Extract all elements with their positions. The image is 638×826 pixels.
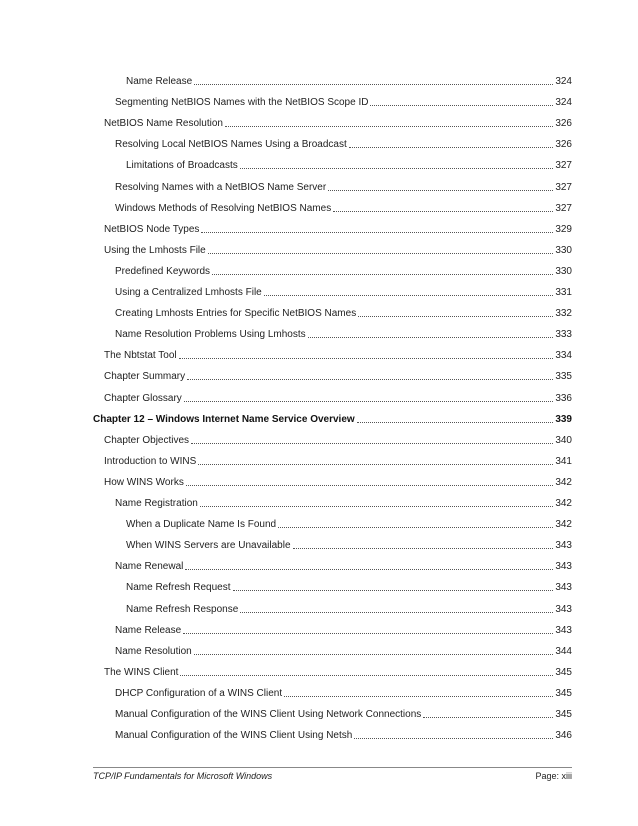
toc-entry-page: 327 bbox=[555, 203, 572, 214]
dot-leader bbox=[187, 379, 553, 380]
dot-leader bbox=[349, 147, 554, 148]
toc-entry[interactable] bbox=[115, 559, 572, 573]
dot-leader bbox=[208, 253, 554, 254]
toc-entry-page: 335 bbox=[555, 371, 572, 382]
toc-entry[interactable] bbox=[115, 327, 572, 341]
toc-entry-title: Resolving Names with a NetBIOS Name Server bbox=[115, 182, 327, 193]
toc-entry[interactable] bbox=[115, 285, 572, 299]
toc-entry-page: 342 bbox=[555, 477, 572, 488]
toc-entry-title: Limitations of Broadcasts bbox=[126, 160, 238, 171]
toc-entry[interactable] bbox=[104, 116, 572, 130]
toc-entry-page: 342 bbox=[555, 519, 572, 530]
toc-entry-title: Introduction to WINS bbox=[104, 456, 197, 467]
toc-entry[interactable] bbox=[126, 538, 572, 552]
dot-leader bbox=[201, 232, 553, 233]
toc-entry[interactable] bbox=[104, 243, 572, 257]
dot-leader bbox=[370, 105, 553, 106]
toc-entry-title: How WINS Works bbox=[104, 477, 184, 488]
toc-entry-title: Predefined Keywords bbox=[115, 266, 211, 277]
toc-entry[interactable] bbox=[126, 517, 572, 531]
toc-entry-title: Creating Lmhosts Entries for Specific NetBIOS Names bbox=[115, 308, 357, 319]
toc-entry-title: Name Refresh Request bbox=[126, 582, 231, 593]
dot-leader bbox=[333, 211, 553, 212]
toc-entry[interactable] bbox=[126, 602, 572, 616]
toc-entry-page: 340 bbox=[555, 435, 572, 446]
toc-entry[interactable] bbox=[104, 348, 572, 362]
toc-entry[interactable] bbox=[104, 665, 572, 679]
toc-entry-page: 343 bbox=[555, 625, 572, 636]
dot-leader bbox=[284, 696, 553, 697]
dot-leader bbox=[184, 401, 554, 402]
toc-entry-title: Name Release bbox=[115, 625, 182, 636]
toc-entry-title: Name Resolution Problems Using Lmhosts bbox=[115, 329, 306, 340]
dot-leader bbox=[233, 590, 554, 591]
toc-entry-page: 346 bbox=[555, 730, 572, 741]
toc-entry-title: NetBIOS Node Types bbox=[104, 224, 200, 235]
toc-entry[interactable] bbox=[115, 623, 572, 637]
toc-entry-page: 331 bbox=[555, 287, 572, 298]
dot-leader bbox=[212, 274, 553, 275]
toc-entry-title: Name Renewal bbox=[115, 561, 184, 572]
toc-entry-title: When WINS Servers are Unavailable bbox=[126, 540, 291, 551]
dot-leader bbox=[278, 527, 553, 528]
toc-entry[interactable] bbox=[115, 644, 572, 658]
toc-entry-page: 345 bbox=[555, 709, 572, 720]
toc-entry-page: 330 bbox=[555, 245, 572, 256]
dot-leader bbox=[328, 190, 553, 191]
dot-leader bbox=[240, 612, 553, 613]
toc-entry-page: 343 bbox=[555, 561, 572, 572]
toc-entry-page: 343 bbox=[555, 604, 572, 615]
toc-entry-title: Manual Configuration of the WINS Client Using Network Connections bbox=[115, 709, 422, 720]
toc-entry[interactable] bbox=[115, 137, 572, 151]
toc-entry-page: 336 bbox=[555, 393, 572, 404]
toc-entry[interactable] bbox=[104, 475, 572, 489]
toc-entry[interactable] bbox=[126, 74, 572, 88]
toc-entry-page: 333 bbox=[555, 329, 572, 340]
toc-entry-title: Manual Configuration of the WINS Client Using Netsh bbox=[115, 730, 353, 741]
dot-leader bbox=[186, 485, 553, 486]
toc-entry-page: 326 bbox=[555, 139, 572, 150]
dot-leader bbox=[194, 84, 553, 85]
toc-entry-page: 334 bbox=[555, 350, 572, 361]
toc-entry-title: When a Duplicate Name Is Found bbox=[126, 519, 277, 530]
dot-leader bbox=[354, 738, 553, 739]
toc-entry-page: 344 bbox=[555, 646, 572, 657]
toc-entry[interactable] bbox=[104, 222, 572, 236]
toc-entry[interactable] bbox=[104, 391, 572, 405]
toc-entry-page: 343 bbox=[555, 540, 572, 551]
footer-book-title: TCP/IP Fundamentals for Microsoft Windows bbox=[93, 771, 273, 781]
toc-entry-page: 326 bbox=[555, 118, 572, 129]
toc-entry[interactable] bbox=[93, 412, 572, 426]
footer-page-number: Page: xiii bbox=[535, 771, 572, 781]
toc-entry[interactable] bbox=[115, 201, 572, 215]
dot-leader bbox=[198, 464, 553, 465]
toc-entry[interactable] bbox=[115, 180, 572, 194]
toc-entry[interactable] bbox=[104, 433, 572, 447]
toc-entry-page: 330 bbox=[555, 266, 572, 277]
toc-entry[interactable] bbox=[126, 158, 572, 172]
dot-leader bbox=[358, 316, 553, 317]
toc-entry-title: Chapter Summary bbox=[104, 371, 186, 382]
toc-entry-page: 324 bbox=[555, 97, 572, 108]
dot-leader bbox=[194, 654, 554, 655]
dot-leader bbox=[225, 126, 553, 127]
toc-entry[interactable] bbox=[104, 369, 572, 383]
toc-entry-title: Using a Centralized Lmhosts File bbox=[115, 287, 262, 298]
dot-leader bbox=[293, 548, 554, 549]
toc-entry-title: Using the Lmhosts File bbox=[104, 245, 206, 256]
toc-entry-title: Name Registration bbox=[115, 498, 198, 509]
toc-entry-page: 327 bbox=[555, 160, 572, 171]
toc-entry-page: 345 bbox=[555, 688, 572, 699]
toc-entry[interactable] bbox=[115, 728, 572, 742]
toc-entry-title: NetBIOS Name Resolution bbox=[104, 118, 223, 129]
toc-entry-title: The Nbtstat Tool bbox=[104, 350, 177, 361]
toc-entry[interactable] bbox=[115, 686, 572, 700]
dot-leader bbox=[183, 633, 553, 634]
toc-entry-page: 343 bbox=[555, 582, 572, 593]
dot-leader bbox=[179, 358, 554, 359]
toc-entry[interactable] bbox=[115, 264, 572, 278]
toc-entry-title: Name Release bbox=[126, 76, 193, 87]
toc-entry-title: Chapter 12 – Windows Internet Name Service Overview bbox=[93, 414, 355, 425]
dot-leader bbox=[357, 422, 554, 423]
dot-leader bbox=[423, 717, 553, 718]
toc-entry-title: Chapter Glossary bbox=[104, 393, 182, 404]
toc-entry-title: Segmenting NetBIOS Names with the NetBIOS Scope ID bbox=[115, 97, 369, 108]
toc-entry[interactable] bbox=[126, 580, 572, 594]
dot-leader bbox=[264, 295, 554, 296]
toc-entry-title: Name Refresh Response bbox=[126, 604, 239, 615]
footer-divider bbox=[93, 767, 572, 768]
toc-entry-page: 329 bbox=[555, 224, 572, 235]
toc-entry-page: 324 bbox=[555, 76, 572, 87]
toc-entry-page: 341 bbox=[555, 456, 572, 467]
toc-entry[interactable] bbox=[115, 496, 572, 510]
toc-entry-title: Name Resolution bbox=[115, 646, 192, 657]
toc-entry-title: Windows Methods of Resolving NetBIOS Names bbox=[115, 203, 332, 214]
toc-entry-title: Resolving Local NetBIOS Names Using a Broadcast bbox=[115, 139, 347, 150]
dot-leader bbox=[200, 506, 554, 507]
toc-entry-page: 327 bbox=[555, 182, 572, 193]
toc-entry[interactable] bbox=[115, 306, 572, 320]
toc-entry-page: 345 bbox=[555, 667, 572, 678]
toc-entry-title: Chapter Objectives bbox=[104, 435, 190, 446]
toc-entry-page: 332 bbox=[555, 308, 572, 319]
toc-entry-page: 339 bbox=[555, 414, 572, 425]
toc-entry-page: 342 bbox=[555, 498, 572, 509]
dot-leader bbox=[185, 569, 553, 570]
toc-entry-title: The WINS Client bbox=[104, 667, 179, 678]
dot-leader bbox=[308, 337, 554, 338]
toc-entry[interactable] bbox=[104, 454, 572, 468]
toc-entry-title: DHCP Configuration of a WINS Client bbox=[115, 688, 283, 699]
toc-entry[interactable] bbox=[115, 707, 572, 721]
dot-leader bbox=[240, 168, 554, 169]
toc-entry[interactable] bbox=[115, 95, 572, 109]
dot-leader bbox=[191, 443, 553, 444]
dot-leader bbox=[180, 675, 553, 676]
